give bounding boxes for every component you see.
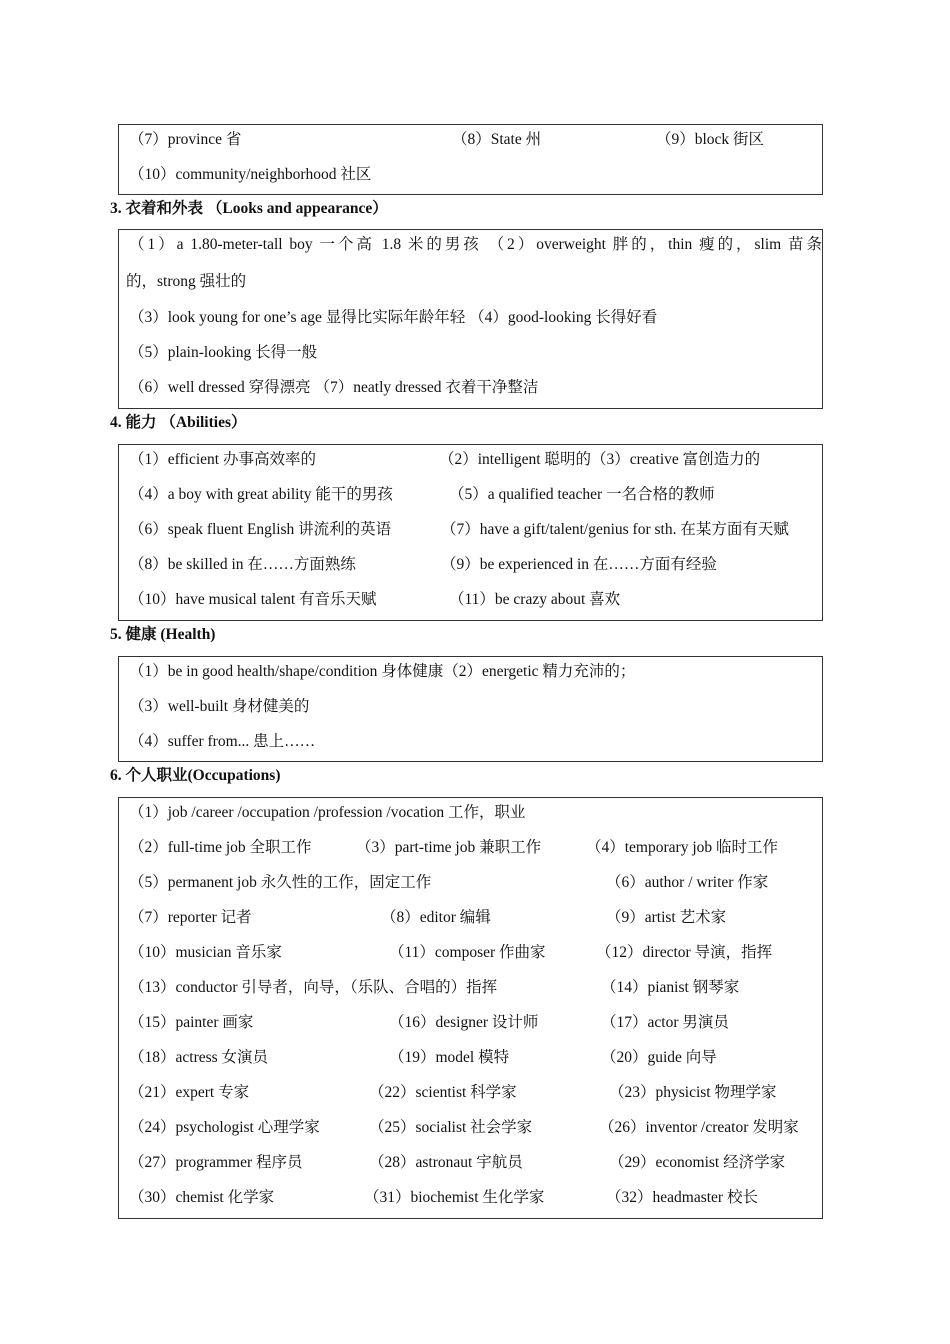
abilities-row <box>119 547 822 582</box>
term-item: （10）musician 音乐家 <box>129 944 282 961</box>
looks-row <box>119 370 822 405</box>
term-item: （1）job /career /occupation /profession /vocation 工作，职业 <box>129 804 526 821</box>
occupation-row <box>119 1005 822 1040</box>
term-item: （13）conductor 引导者，向导，（乐队、合唱的）指挥 <box>129 979 498 996</box>
term-item: 的，strong 强壮的 <box>126 273 247 290</box>
term-item <box>129 227 822 262</box>
places-box <box>118 124 823 195</box>
term-item: （17）actor 男演员 <box>601 1014 729 1031</box>
term-item: （19）model 模特 <box>389 1049 510 1066</box>
term-item: （10）community/neighborhood 社区 <box>129 166 372 183</box>
term-item: （31）biochemist 生化学家 <box>364 1189 545 1206</box>
looks-row <box>119 335 822 370</box>
section-heading-looks: 3. 衣着和外表 （Looks and appearance） <box>110 200 388 217</box>
term-item: （3）part-time job 兼职工作 <box>356 839 542 856</box>
term-item: （32）headmaster 校长 <box>606 1189 758 1206</box>
occupation-row <box>119 865 822 900</box>
abilities-row <box>119 582 822 617</box>
occupation-row <box>119 1075 822 1110</box>
term-item: （18）actress 女演员 <box>129 1049 269 1066</box>
term-item: （6）well dressed 穿得漂亮 （7）neatly dressed 衣着干净整洁 <box>129 379 539 396</box>
term-item: （25）socialist 社会学家 <box>369 1119 533 1136</box>
term-item: （23）physicist 物理学家 <box>609 1084 777 1101</box>
term-item: （2）intelligent 聪明的（3）creative 富创造力的 <box>439 451 761 468</box>
health-box <box>118 656 823 762</box>
term-item: （27）programmer 程序员 <box>129 1154 303 1171</box>
term-item: （7）reporter 记者 <box>129 909 252 926</box>
term-item: （4）temporary job 临时工作 <box>586 839 779 856</box>
term-item: （22）scientist 科学家 <box>369 1084 517 1101</box>
term-item: （29）economist 经济学家 <box>609 1154 786 1171</box>
places-row <box>119 157 822 192</box>
term-item: （4）suffer from... 患上…… <box>129 733 316 750</box>
term-item: （15）painter 画家 <box>129 1014 254 1031</box>
term-item: （7）have a gift/talent/genius for sth. 在某方面有天赋 <box>441 521 789 538</box>
section-heading-abilities: 4. 能力 （Abilities） <box>110 414 247 431</box>
term-item: （8）be skilled in 在……方面熟练 <box>129 556 356 573</box>
occupation-row <box>119 1110 822 1145</box>
looks-row <box>119 227 822 262</box>
term-item: （5）plain-looking 长得一般 <box>129 344 318 361</box>
term-item: （9）block 街区 <box>656 131 765 148</box>
occupation-row <box>119 830 822 865</box>
abilities-row <box>119 442 822 477</box>
section-heading-occupations: 6. 个人职业(Occupations) <box>110 767 281 784</box>
occupation-row <box>119 1145 822 1180</box>
occupation-row <box>119 970 822 1005</box>
term-item: （8）State 州 <box>452 131 542 148</box>
term-item: （12）director 导演，指挥 <box>596 944 773 961</box>
term-item: （5）permanent job 永久性的工作，固定工作 <box>129 874 432 891</box>
term-item: （1）efficient 办事高效率的 <box>129 451 316 468</box>
term-item: （3）look young for one’s age 显得比实际年龄年轻 （4）good-looking 长得好看 <box>129 309 658 326</box>
term-item: （6）author / writer 作家 <box>606 874 769 891</box>
term-item: （11）be crazy about 喜欢 <box>449 591 621 608</box>
term-item: （9）be experienced in 在……方面有经验 <box>441 556 717 573</box>
term-item: （2）full-time job 全职工作 <box>129 839 312 856</box>
occupation-row <box>119 935 822 970</box>
term-item: （7）province 省 <box>129 131 242 148</box>
health-row <box>119 654 822 689</box>
looks-row <box>119 300 822 335</box>
term-text: （1）a 1.80-meter-tall boy 一个高 1.8 米的男孩 （2）overweight 胖的，thin 瘦的，slim 苗条 <box>129 236 822 253</box>
abilities-row <box>119 512 822 547</box>
term-item: （4）a boy with great ability 能干的男孩 <box>129 486 393 503</box>
term-item: （30）chemist 化学家 <box>129 1189 275 1206</box>
occupation-row <box>119 1180 822 1215</box>
term-item: （6）speak fluent English 讲流利的英语 <box>129 521 392 538</box>
occupation-row <box>119 900 822 935</box>
looks-box <box>118 229 823 409</box>
term-item: （11）composer 作曲家 <box>389 944 546 961</box>
term-item: （5）a qualified teacher 一名合格的教师 <box>449 486 715 503</box>
health-row <box>119 689 822 724</box>
occupations-box <box>118 797 823 1219</box>
occupation-row <box>119 795 822 830</box>
term-item: （28）astronaut 宇航员 <box>369 1154 523 1171</box>
abilities-row <box>119 477 822 512</box>
health-row <box>119 724 822 759</box>
section-heading-health: 5. 健康 (Health) <box>110 626 216 643</box>
term-item: （8）editor 编辑 <box>381 909 491 926</box>
term-item: （24）psychologist 心理学家 <box>129 1119 320 1136</box>
term-item: （20）guide 向导 <box>601 1049 717 1066</box>
term-item: （26）inventor /creator 发明家 <box>599 1119 799 1136</box>
abilities-box <box>118 444 823 621</box>
term-item: （10）have musical talent 有音乐天赋 <box>129 591 377 608</box>
term-item: （16）designer 设计师 <box>389 1014 539 1031</box>
term-item: （1）be in good health/shape/condition 身体健康（2）energetic 精力充沛的； <box>129 663 636 680</box>
places-row <box>119 122 822 157</box>
term-item: （14）pianist 钢琴家 <box>601 979 740 996</box>
occupation-row <box>119 1040 822 1075</box>
term-item: （9）artist 艺术家 <box>606 909 727 926</box>
looks-row <box>119 264 822 299</box>
term-item: （3）well-built 身材健美的 <box>129 698 310 715</box>
term-item: （21）expert 专家 <box>129 1084 250 1101</box>
